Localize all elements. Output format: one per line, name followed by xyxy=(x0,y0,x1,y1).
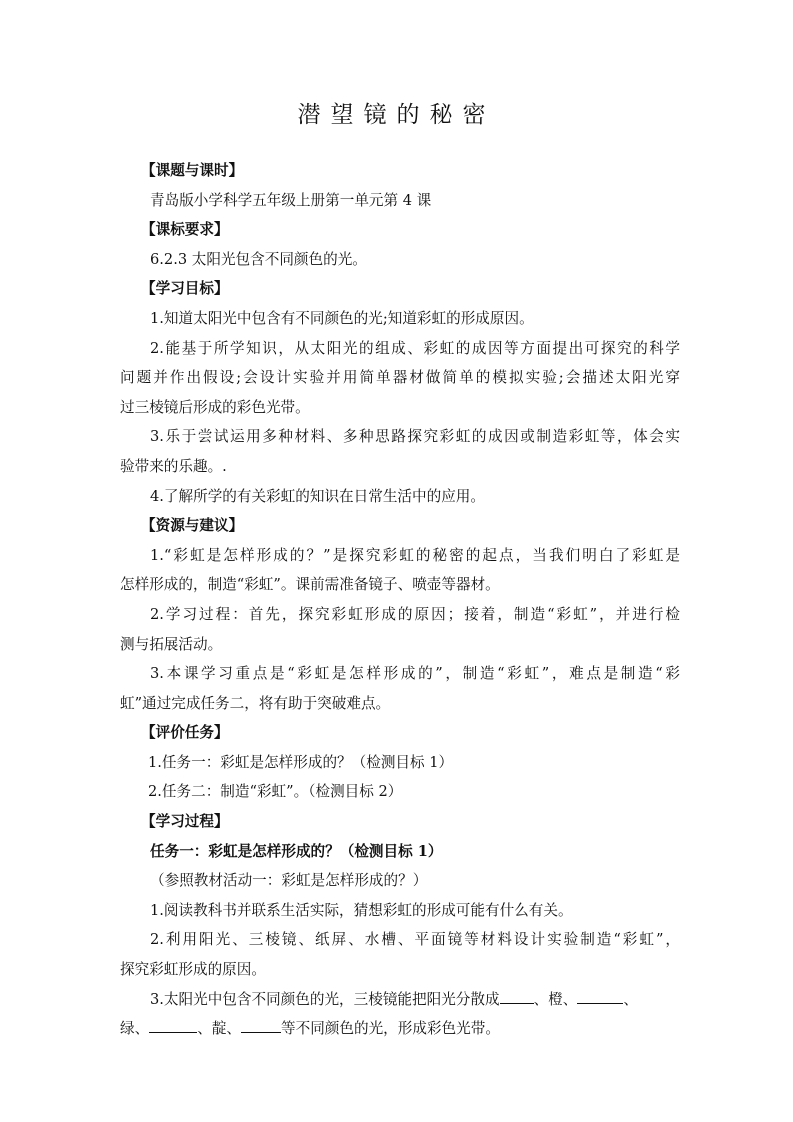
text-line: 1.知道太阳光中包含有不同颜色的光;知道彩虹的形成原因。 xyxy=(150,309,534,327)
text-line: 3.乐于尝试运用多种材料、多种思路探究彩虹的成因或制造彩虹等，体会实 xyxy=(150,428,680,446)
text-fragment: 、橙、 xyxy=(533,990,578,1008)
text-line: 测与拓展活动。 xyxy=(120,635,223,653)
text-line: 2.任务二：制造“彩虹”。（检测目标 2） xyxy=(148,783,403,801)
fill-blank[interactable] xyxy=(577,988,623,1004)
text-line: 4.了解所学的有关彩虹的知识在日常生活中的应用。 xyxy=(150,487,485,505)
page-title: 潜望镜的秘密 xyxy=(297,102,496,128)
text-line: 1.阅读教科书并联系生活实际，猜想彩虹的形成可能有什么有关。 xyxy=(150,901,573,919)
fill-line xyxy=(120,985,680,1015)
text-line: 2.能基于所学知识，从太阳光的组成、彩虹的成因等方面提出可探究的科学 xyxy=(150,339,680,357)
fill-blank[interactable] xyxy=(149,1017,197,1033)
text-line: 2.学习过程：首先，探究彩虹形成的原因；接着，制造“彩虹”，并进行检 xyxy=(150,605,680,623)
text-line: 青岛版小学科学五年级上册第一单元第 4 课 xyxy=(150,191,432,209)
text-line: 3.本课学习重点是“彩虹是怎样形成的”，制造“彩虹”，难点是制造“彩 xyxy=(150,665,680,683)
section-heading: 【课题与课时】 xyxy=(141,162,244,179)
text-fragment: 3.太阳光中包含不同颜色的光，三棱镜能把阳光分散成 xyxy=(150,990,500,1008)
document-body xyxy=(120,156,680,1044)
section-heading: 【学习目标】 xyxy=(141,280,229,298)
text-line: 过三棱镜后形成的彩色光带。 xyxy=(120,398,310,416)
text-line: 虹”通过完成任务二，将有助于突破难点。 xyxy=(120,694,391,712)
text-line: 1.“彩虹是怎样形成的？”是探究彩虹的秘密的起点，当我们明白了彩虹是 xyxy=(150,546,680,564)
fill-blank[interactable] xyxy=(500,988,534,1004)
section-heading: 【评价任务】 xyxy=(141,724,229,742)
text-fragment: 、 xyxy=(623,990,638,1008)
fill-line xyxy=(120,1014,680,1044)
section-heading: 【资源与建议】 xyxy=(141,517,244,535)
text-line: 1.任务一：彩虹是怎样形成的？（检测目标 1） xyxy=(148,753,454,771)
fill-blank[interactable] xyxy=(241,1017,281,1033)
text-line: 问题并作出假设;会设计实验并用简单器材做简单的模拟实验;会描述太阳光穿 xyxy=(120,369,680,387)
text-line: 6.2.3 太阳光包含不同颜色的光。 xyxy=(150,250,367,268)
text-line: （参照教材活动一：彩虹是怎样形成的？） xyxy=(150,872,428,890)
section-heading: 【学习过程】 xyxy=(141,813,229,831)
text-line: 验带来的乐趣。. xyxy=(120,457,227,475)
text-line: 怎样形成的，制造“彩虹”。课前需准备镜子、喷壶等器材。 xyxy=(120,576,500,594)
text-line: 2.利用阳光、三棱镜、纸屏、水槽、平面镜等材料设计实验制造“彩虹”， xyxy=(150,931,680,949)
text-line: 任务一：彩虹是怎样形成的？（检测目标 1） xyxy=(150,842,443,860)
section-heading: 【课标要求】 xyxy=(141,221,229,239)
text-fragment: 、靛、 xyxy=(197,1020,241,1038)
text-line: 探究彩虹形成的原因。 xyxy=(120,961,266,979)
text-fragment: 等不同颜色的光，形成彩色光带。 xyxy=(281,1020,500,1038)
text-fragment: 绿、 xyxy=(120,1020,150,1038)
